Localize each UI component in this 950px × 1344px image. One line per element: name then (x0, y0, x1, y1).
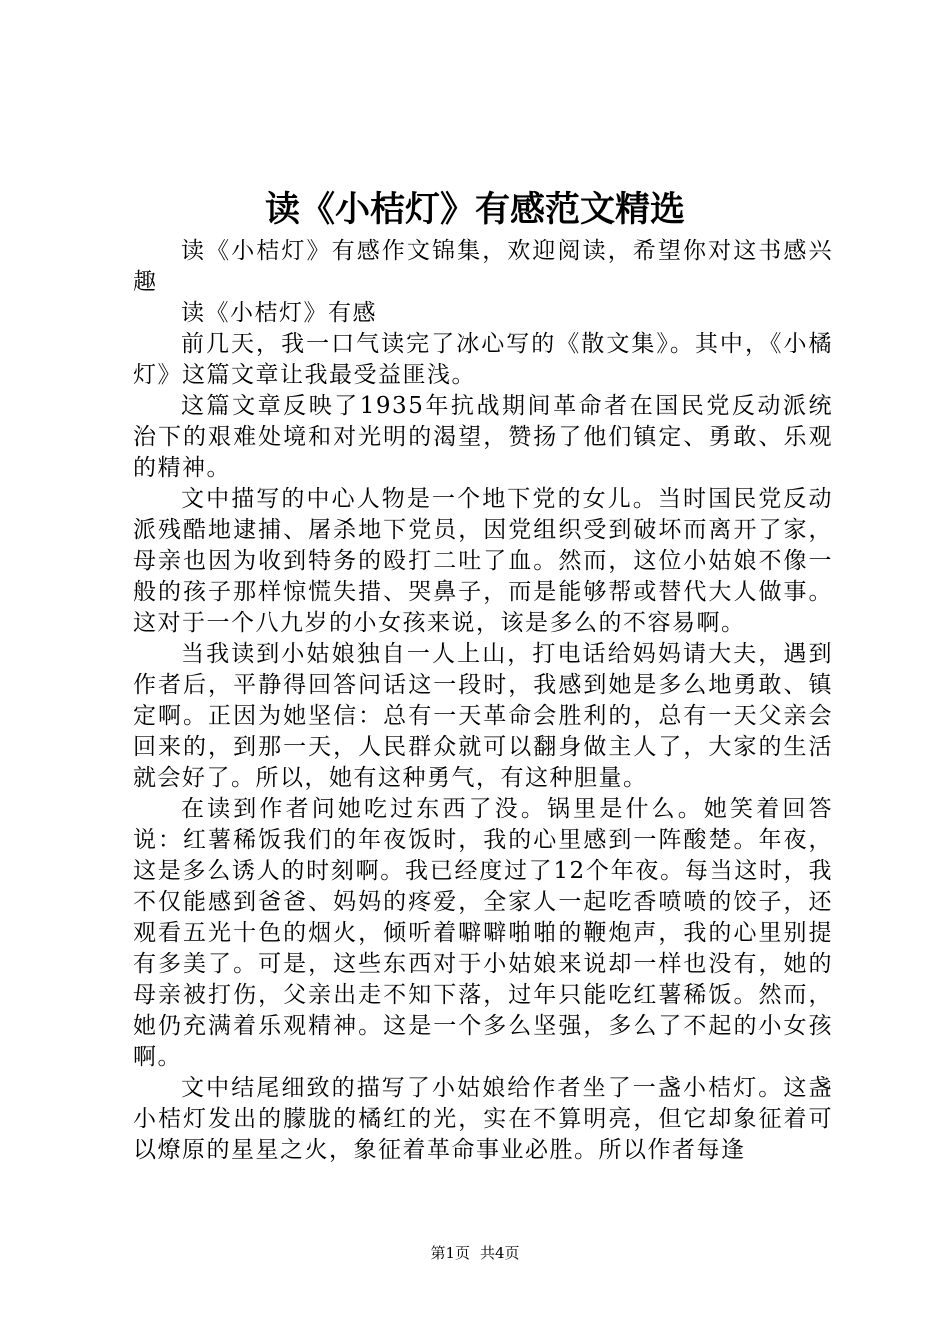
intro-paragraph: 读《小桔灯》有感作文锦集，欢迎阅读，希望你对这书感兴趣 (133, 238, 833, 295)
page-total: 共4页 (480, 1244, 520, 1262)
section-heading: 读《小桔灯》有感 (181, 300, 377, 326)
body-paragraph: 前几天，我一口气读完了冰心写的《散文集》。其中，《小橘灯》这篇文章让我最受益匪浅。 (133, 331, 833, 388)
body-paragraph: 当我读到小姑娘独自一人上山，打电话给妈妈请大夫，遇到作者后，平静得回答问话这一段时，我感到她是多么地勇敢、镇定啊。正因为她坚信：总有一天革命会胜利的，总有一天父亲会回来的，到那一天，人民群众就可以翻身做主人了，大家的生活就会好了。所以，她有这种勇气，有这种胆量。 (133, 641, 833, 791)
document-title: 读《小桔灯》有感范文精选 (264, 189, 685, 230)
document-body (133, 236, 833, 1166)
body-paragraph: 在读到作者问她吃过东西了没。锅里是什么。她笑着回答说：红薯稀饭我们的年夜饭时，我的心里感到一阵酸楚。年夜，这是多么诱人的时刻啊。我已经度过了12个年夜。每当这时，我不仅能感到爸爸、妈妈的疼爱，全家人一起吃香喷喷的饺子，还观看五光十色的烟火，倾听着噼噼啪啪的鞭炮声，我的心里别提有多美了。可是，这些东西对于小姑娘来说却一样也没有，她的母亲被打伤，父亲出走不知下落，过年只能吃红薯稀饭。然而，她仍充满着乐观精神。这是一个多么坚强，多么了不起的小女孩啊。 (133, 796, 833, 1070)
body-paragraph: 文中结尾细致的描写了小姑娘给作者坐了一盏小桔灯。这盏小桔灯发出的朦胧的橘红的光，实在不算明亮，但它却象征着可以燎原的星星之火，象征着革命事业必胜。所以作者每逢 (133, 1075, 833, 1163)
body-paragraph: 文中描写的中心人物是一个地下党的女儿。当时国民党反动派残酷地逮捕、屠杀地下党员，因党组织受到破坏而离开了家，母亲也因为收到特务的殴打二吐了血。然而，这位小姑娘不像一般的孩子那样惊慌失措、哭鼻子，而是能够帮或替代大人做事。这对于一个八九岁的小女孩来说，该是多么的不容易啊。 (133, 486, 833, 636)
body-paragraph: 这篇文章反映了1935年抗战期间革命者在国民党反动派统治下的艰难处境和对光明的渴望，赞扬了他们镇定、勇敢、乐观的精神。 (133, 393, 833, 481)
page-number: 第1页 (430, 1244, 470, 1262)
page-footer (0, 1243, 950, 1263)
